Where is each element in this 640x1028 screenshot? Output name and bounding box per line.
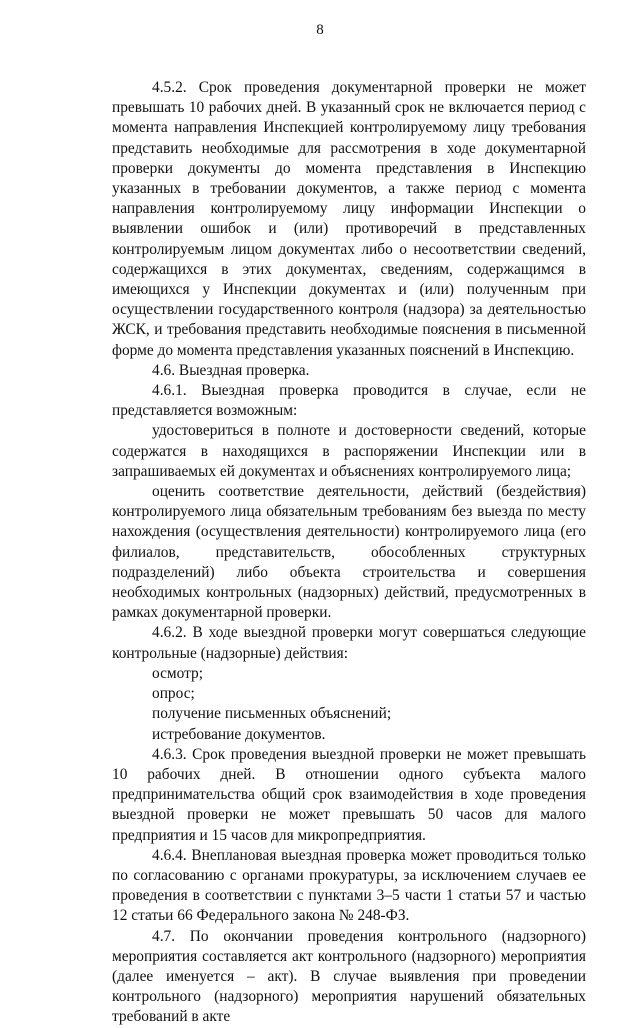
list-item-document-request: истребование документов. xyxy=(152,725,326,743)
list-item-written-explanations: получение письменных объяснений; xyxy=(152,705,392,723)
document-body xyxy=(112,78,586,1028)
paragraph-4-5-2: 4.5.2. Срок проведения документарной проверки не может превышать 10 рабочих дней. В указанный срок не включается период с момента направления Инспекцией контролируемому лицу требования представить необходимые для рассмотрения в ходе документарной проверки документы до момента представления в Инспекцию указанных в требовании документов, а также период с момента направления контролируемому лицу информации Инспекции о выявлении ошибок и (или) противоречий в представленных контролируемым лицом документах либо о несоответствии сведений, содержащихся в этих документах, сведениям, содержащимся в имеющихся у Инспекции документах и (или) полученным при осуществлении государственного контроля (надзора) за деятельностью ЖСК, и требования представить необходимые пояснения в письменной форме до момента представления указанных пояснений в Инспекцию. xyxy=(112,79,586,359)
heading-4-6-onsite-inspection: 4.6. Выездная проверка. xyxy=(152,361,310,379)
paragraph-4-7: 4.7. По окончании проведения контрольного (надзорного) мероприятия составляется акт контрольного (надзорного) мероприятия (далее именуется – акт). В случае выявления при проведении контрольного (надзорного) мероприятия нарушений обязательных требований в акте xyxy=(112,927,586,1026)
paragraph-4-6-2: 4.6.2. В ходе выездной проверки могут совершаться следующие контрольные (надзорные) действия: xyxy=(112,624,586,662)
list-item-verify-completeness: удостовериться в полноте и достоверности сведений, которые содержатся в находящихся в распоряжении Инспекции или в запрашиваемых ей документах и объяснениях контролируемого лица; xyxy=(112,422,586,480)
paragraph-4-6-3: 4.6.3. Срок проведения выездной проверки не может превышать 10 рабочих дней. В отношении одного субъекта малого предпринимательства общий срок взаимодействия в ходе проведения выездной проверки не может превышать 50 часов для малого предприятия и 15 часов для микропредприятия. xyxy=(112,745,586,844)
paragraph-4-6-1: 4.6.1. Выездная проверка проводится в случае, если не представляется возможным: xyxy=(112,382,586,420)
list-item-survey: опрос; xyxy=(152,685,195,703)
list-item-inspection: осмотр; xyxy=(152,664,204,682)
page-number: 8 xyxy=(316,22,324,38)
list-item-assess-compliance: оценить соответствие деятельности, действий (бездействия) контролируемого лица обязательным требованиям без выезда по месту нахождения (осуществления деятельности) контролируемого лица (его филиалов, представительств, обособленных структурных подразделений) либо объекта строительства и совершения необходимых контрольных (надзорных) действий, предусмотренных в рамках документарной проверки. xyxy=(112,483,586,622)
paragraph-4-6-4: 4.6.4. Внеплановая выездная проверка может проводиться только по согласованию с органами прокуратуры, за исключением случаев ее проведения в соответствии с пунктами 3–5 части 1 статьи 57 и частью 12 статьи 66 Федерального закона № 248-ФЗ. xyxy=(112,846,586,925)
